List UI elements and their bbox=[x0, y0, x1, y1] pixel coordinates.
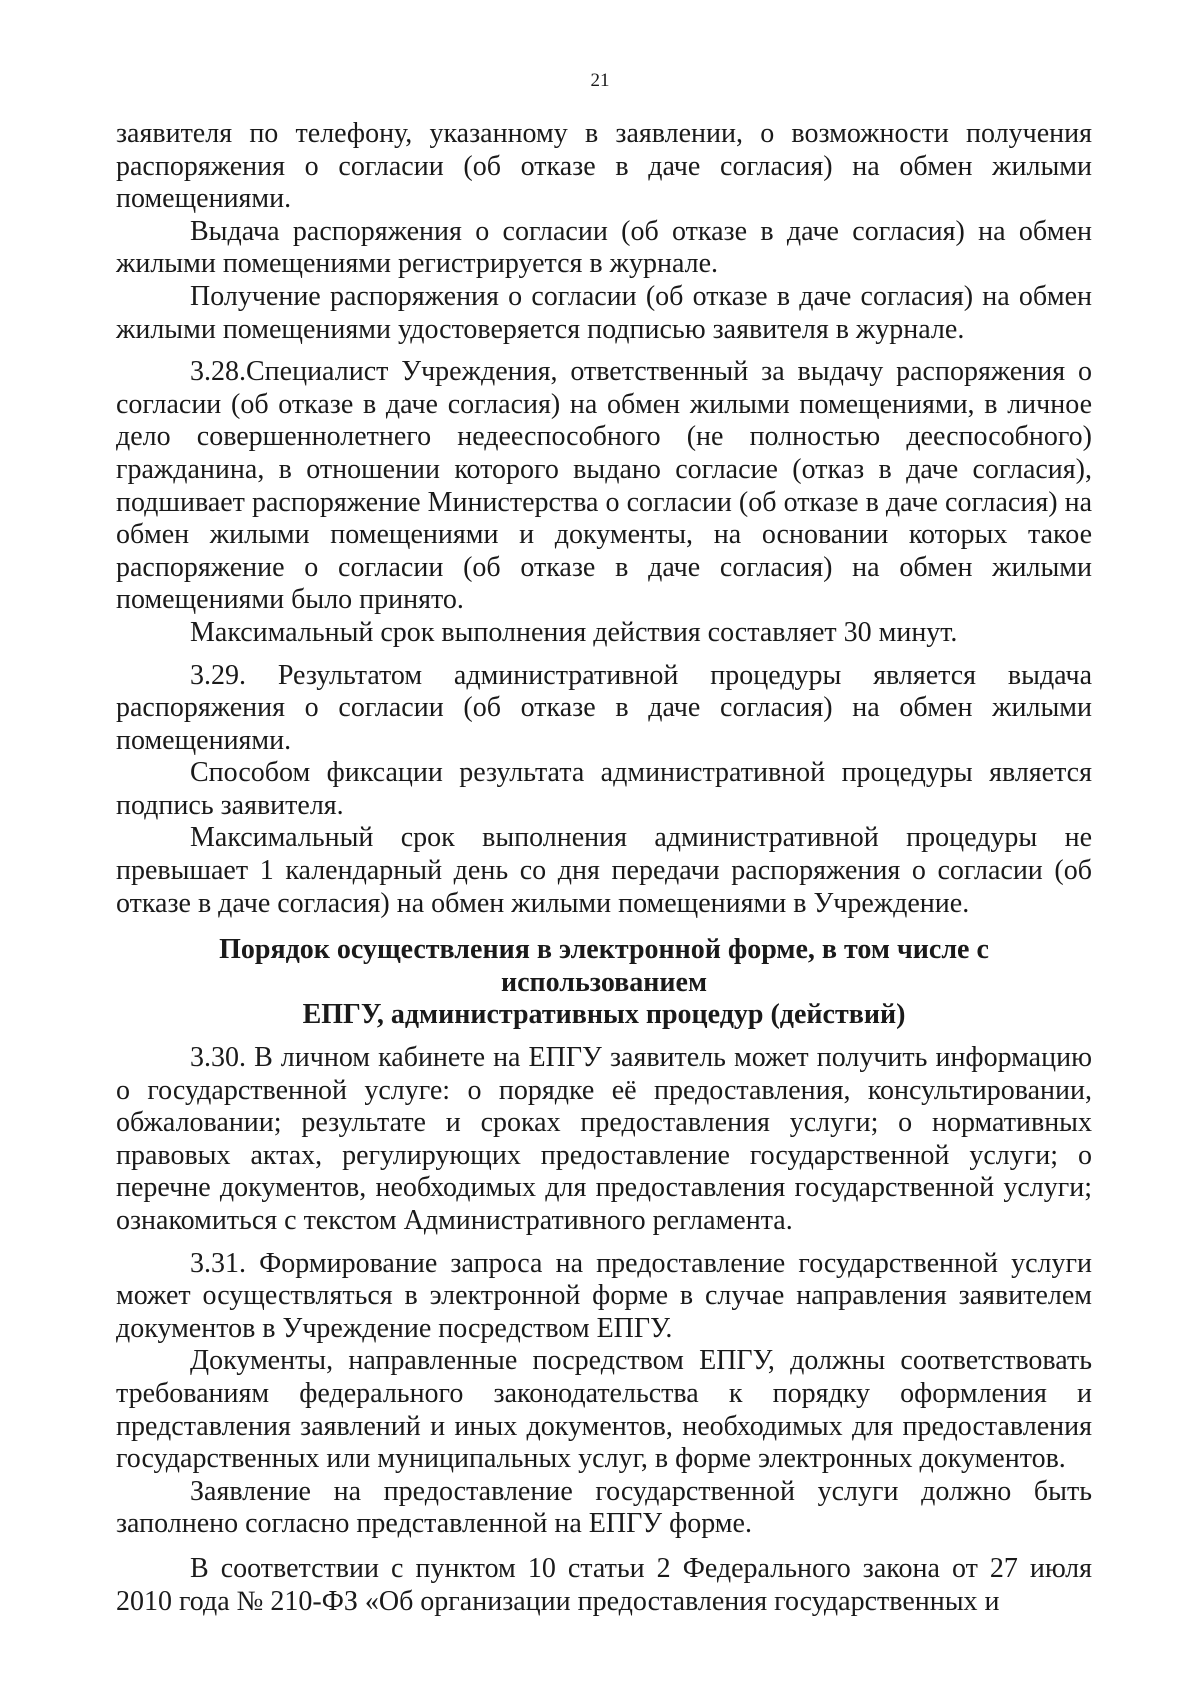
paragraph-3-31: 3.31. Формирование запроса на предоставление государственной услуги может осуществляться в электронной форме в случае направления заявителем документов в Учреждение посредством ЕПГУ. bbox=[116, 1247, 1092, 1344]
paragraph: Получение распоряжения о согласии (об отказе в даче согласия) на обмен жилыми помещениями удостоверяется подписью заявителя в журнале. bbox=[116, 280, 1092, 345]
paragraph: Максимальный срок выполнения административной процедуры не превышает 1 календарный день со дня передачи распоряжения о согласии (об отказе в даче согласия) на обмен жилыми помещениями в Учреждение. bbox=[116, 822, 1092, 919]
section-heading bbox=[116, 934, 1092, 1032]
paragraph: Способом фиксации результата административной процедуры является подпись заявителя. bbox=[116, 757, 1092, 821]
paragraph: Выдача распоряжения о согласии (об отказе в даче согласия) на обмен жилыми помещениями регистрируется в журнале. bbox=[116, 215, 1092, 280]
section-heading-line-2: ЕПГУ, административных процедур (действий) bbox=[302, 999, 906, 1031]
paragraph: Заявление на предоставление государственной услуги должно быть заполнено согласно представленной на ЕПГУ форме. bbox=[116, 1475, 1092, 1540]
paragraph-3-30: 3.30. В личном кабинете на ЕПГУ заявитель может получить информацию о государственной услуге: о порядке её предоставления, консультировании, обжаловании; результате и сроках предоставления услуги; о нормативных правовых актах, регулирующих предоставление государственной услуги; о перечне документов, необходимых для предоставления государственной услуги; ознакомиться с текстом Административного регламента. bbox=[116, 1042, 1092, 1236]
paragraph: Максимальный срок выполнения действия составляет 30 минут. bbox=[190, 616, 958, 648]
paragraph-3-28: 3.28.Специалист Учреждения, ответственный за выдачу распоряжения о согласии (об отказе в даче согласия) на обмен жилыми помещениями, в личное дело совершеннолетнего недееспособного (не полностью дееспособного) гражданина, в отношении которого выдано согласие (отказ в даче согласия), подшивает распоряжение Министерства о согласии (об отказе в даче согласия) на обмен жилыми помещениями и документы, на основании которых такое распоряжение о согласии (об отказе в даче согласия) на обмен жилыми помещениями было принято. bbox=[116, 356, 1092, 616]
paragraph: В соответствии с пунктом 10 статьи 2 Федерального закона от 27 июля 2010 года № 210-ФЗ «Об организации предоставления государственных и bbox=[116, 1552, 1092, 1617]
paragraph: заявителя по телефону, указанному в заявлении, о возможности получения распоряжения о согласии (об отказе в даче согласия) на обмен жилыми помещениями. bbox=[116, 118, 1092, 215]
paragraph: Документы, направленные посредством ЕПГУ, должны соответствовать требованиям федерального законодательства к порядку оформления и представления заявлений и иных документов, необходимых для предоставления государственных или муниципальных услуг, в форме электронных документов. bbox=[116, 1345, 1092, 1475]
paragraph-3-29: 3.29. Результатом административной процедуры является выдача распоряжения о согласии (об отказе в даче согласия) на обмен жилыми помещениями. bbox=[116, 659, 1092, 756]
page-number: 21 bbox=[590, 70, 610, 91]
section-heading-line-1: Порядок осуществления в электронной форме, в том числе с использованием bbox=[219, 934, 989, 998]
document-body bbox=[116, 118, 1092, 1618]
